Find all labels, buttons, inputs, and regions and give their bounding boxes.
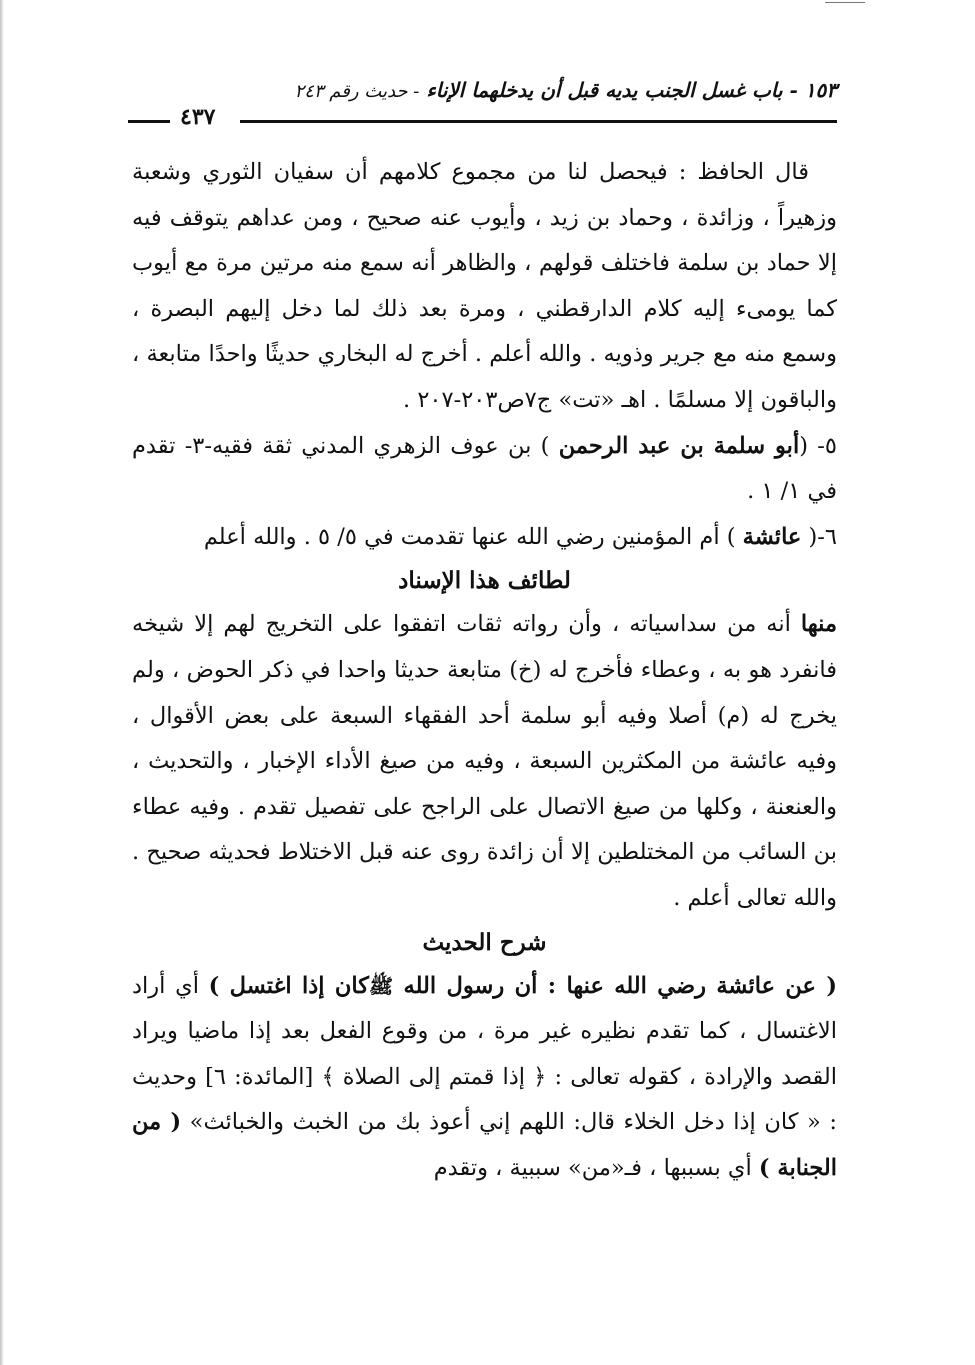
- narrator-6-desc: ) أم المؤمنين رضي الله عنها تقدمت في ٥/ ٥ . والله أعلم: [203, 523, 743, 550]
- narrator-6: [132, 515, 837, 561]
- narrator-5-name: أبو سلمة بن عبد الرحمن: [558, 432, 800, 459]
- narrator-5-number: ٥- (: [799, 432, 837, 459]
- running-header: [128, 78, 837, 134]
- sharh-text-b: أي بسببها ، فـ«من» سببية ، وتقدم: [433, 1154, 759, 1181]
- narrator-5: [132, 424, 837, 515]
- scan-edge-top: [0, 0, 975, 6]
- hadith-quote-c: ( من الجنابة ): [132, 1109, 837, 1181]
- paragraph-isnad-lead: منها: [800, 611, 837, 638]
- narrator-6-number: ٦-(: [801, 523, 837, 550]
- chapter-title: [295, 78, 837, 102]
- chapter-title-text: ١٥٣ - باب غسل الجنب يديه قبل أن يدخلهما الإناء: [426, 78, 837, 102]
- section-title-sharh: شرح الحديث: [422, 928, 547, 956]
- sallallah-glyph: ﷺ: [368, 973, 394, 998]
- section-title-isnad: لطائف هذا الإسناد: [398, 567, 571, 595]
- narrator-6-name: عائشة: [742, 523, 802, 550]
- hadith-quote-b: كان إذا اغتسل ): [208, 972, 369, 999]
- scan-edge-left: [0, 0, 4, 1365]
- page-number: ٤٣٧: [180, 104, 216, 130]
- page-body: [132, 150, 837, 1191]
- sharh-text-a: أي أراد الاغتسال ، كما تقدم نظيره غير مرة ، من وقوع الفعل بعد إذا ماضيا ويراد القصد والإرادة ، كقوله تعالى : ﴿ إذا قمتم إلى الصلاة ﴾ [المائدة: ٦] وحديث : « كان إذا دخل الخلاء قال: اللهم إني أعوذ بك من الخبث والخبائث»: [132, 972, 837, 1136]
- narrator-5-desc: ) بن عوف الزهري المدني ثقة فقيه-٣- تقدم في ١/ ١ .: [132, 432, 837, 505]
- paragraph-isnad-text: أنه من سداسياته ، وأن رواته ثقات اتفقوا على التخريج لهم إلا شيخه فانفرد هو به ، وعطاء فأخرج له (خ) متابعة حديثا واحدا في ذكر الحوض ، ولم يخرج له (م) أصلا وفيه أبو سلمة أحد الفقهاء السبعة على بعض الأقوال ، وفيه عائشة من المكثرين السبعة ، وفيه من صيغ الأداء الإخبار ، والتحديث ، والعنعنة ، وكلها من صيغ الاتصال على الراجح على تفصيل تقدم . وفيه عطاء بن السائب من المختلطين إلا أن زائدة روى عنه قبل الاختلاط فحديثه صحيح . والله تعالى أعلم .: [132, 611, 837, 911]
- header-rule-short: [128, 120, 170, 123]
- header-rule: [240, 120, 837, 123]
- paragraph-sharh: [132, 964, 837, 1192]
- paragraph-hafiz-quote: قال الحافظ : فيحصل لنا من مجموع كلامهم أن سفيان الثوري وشعبة وزهيراً ، وزائدة ، وحماد بن زيد ، وأيوب عنه صحيح ، ومن عداهم يتوقف فيه إلا حماد بن سلمة فاختلف قولهم ، والظاهر أنه سمع منه مرتين مرة مع أيوب كما يومىء إليه كلام الدارقطني ، ومرة بعد ذلك لما دخل إليهم البصرة ، وسمع منه مع جرير وذويه . والله أعلم . أخرج له البخاري حديثًا واحدًا متابعة ، والباقون إلا مسلمًا . اهـ «تت» ج٧ص٢٠٣-٢٠٧ .: [132, 159, 837, 413]
- hadith-quote-a: ( عن عائشة رضي الله عنها : أن رسول الله: [393, 972, 837, 999]
- paragraph-isnad: [132, 602, 837, 921]
- hadith-number: - حديث رقم ٢٤٣: [294, 81, 420, 102]
